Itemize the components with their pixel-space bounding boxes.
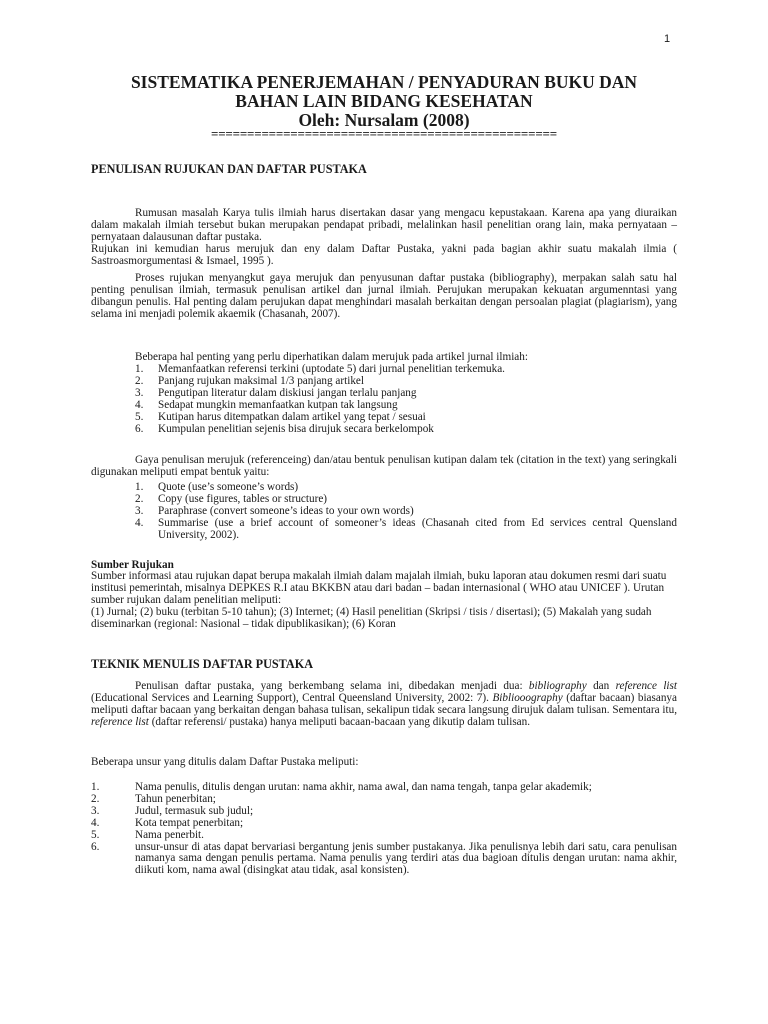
paragraph-urutan-text: (1) Jurnal; (2) buku (terbitan 5-10 tahun); (3) Internet; (4) Hasil penelitian (Skripsi / tisis / disertasi); (5) Makalah yang sudah diseminarkan (regional: Nasional – tidak dipublikasikan); (6) Koran (91, 605, 652, 630)
list-item-text: Judul, termasuk sub judul; (135, 804, 254, 817)
paragraph-sumber-text: Sumber informasi atau rujukan dapat berupa makalah ilmiah dalam majalah ilmiah, buku laporan atau dokumen resmi dari suatu institusi pemerintah, misalnya DEPKES R.I atau BKKBN atau dari badan – badan internasional ( WHO atau UNICEF ). Urutan sumber rujukan dalam penelitian meliputi: (91, 570, 667, 606)
paragraph-penulisan (91, 681, 677, 729)
list-item-text: Paraphrase (convert someone’s ideas to your own words) (158, 504, 414, 517)
list-item (91, 842, 677, 878)
text-segment: Penulisan daftar pustaka, yang berkembang selama ini, dibedakan menjadi dua: (135, 680, 529, 692)
list-item-text: Pengutipan literatur dalam diskiusi jangan terlalu panjang (158, 386, 417, 399)
list-item-text: Panjang rujukan maksimal 1/3 panjang artikel (158, 374, 364, 387)
paragraph-gaya-text: Gaya penulisan merujuk (referenceing) dan/atau bentuk penulisan kutipan dalam tek (citation in the text) yang seringkali digunakan meliputi empat bentuk yaitu: (91, 454, 677, 478)
document-title-line-1: SISTEMATIKA PENERJEMAHAN / PENYADURAN BUKU DAN (130, 72, 638, 92)
list-item-number: 1. (135, 363, 144, 375)
list-unsur-daftar-pustaka (91, 782, 677, 877)
section-heading-teknik: TEKNIK MENULIS DAFTAR PUSTAKA (91, 657, 313, 671)
list-item-text: Sedapat mungkin memanfaatkan kutpan tak langsung (158, 398, 398, 411)
title-separator: ================================================ (211, 127, 557, 141)
list-item-number: 2. (91, 792, 100, 805)
text-segment: (Educational Services and Learning Support), Central Queensland University, 2002: 7). (91, 691, 493, 704)
paragraph-unsur-text: Beberapa unsur yang ditulis dalam Daftar Pustaka meliputi: (91, 756, 359, 768)
list-item-number: 3. (91, 804, 100, 817)
list-item-text: Tahun penerbitan; (135, 792, 216, 805)
text-segment: (daftar referensi/ pustaka) hanya meliputi bacaan-bacaan yang dikutip dalam tulisan. (148, 715, 531, 728)
list-item-number: 4. (135, 398, 144, 411)
list-item-text: Kumpulan penelitian sejenis bisa dirujuk secara berkelompok (158, 422, 434, 435)
section-heading-rujukan: PENULISAN RUJUKAN DAN DAFTAR PUSTAKA (91, 162, 367, 176)
list-hal-penting (91, 364, 677, 435)
document-author: Oleh: Nursalam (2008) (298, 110, 470, 130)
term-bibliography: bibliography (528, 680, 587, 692)
list-item-text: Copy (use figures, tables or structure) (158, 492, 328, 505)
text-segment: (daftar bacaan) biasanya meliputi daftar bacaan yang berkaitan dengan bahasa tulisan, sekalipun tidak secara langsung dirujuk dalam tulisan. Sementara itu, (91, 691, 677, 716)
paragraph-proses (91, 273, 677, 321)
list-item-text: Kutipan harus ditempatkan dalam artikel yang tepat / sesuai (158, 410, 426, 423)
document-title-line-2: BAHAN LAIN BIDANG KESEHATAN (235, 91, 533, 111)
paragraph-proses-text: Proses rujukan menyangkut gaya merujuk dan penyusunan daftar pustaka (bibliography), merpakan salah satu hal penting penulisan ilmiah, termasuk penulisan artikel dan jurnal ilmiah. Perujukan merupakan kekuatan argumenntasi yang dibangun penulis. Hal penting dalam perujukan dapat menghindari masalah berkaitan dengan persoalan plagiat (plagiarism), yang selama ini menjadi polemik akaemik (Chasanah, 2007). (91, 272, 677, 320)
paragraph-rumusan-text: Rumusan masalah Karya tulis ilmiah harus disertakan dasar yang mengacu kepustakaan. Karena apa yang diuraikan dalam makalah ilmiah tersebut bukan merupakan pendapat pribadi, melalinkan hasil penelitian orang lain, maka pernyataan – pernyataan dalausunan daftar pustaka. (91, 207, 677, 243)
paragraph-rujukan-text: Rujukan ini kemudian harus merujuk dan eny dalam Daftar Pustaka, yakni pada bagian akhir suatu makalah ilmia ( Sastroasmorgumentasi & Ismael, 1995 ). (91, 242, 677, 267)
term-reference-list: reference list (615, 680, 678, 692)
paragraph-rumusan (91, 208, 677, 268)
list-item-number: 4. (135, 516, 144, 529)
list-item-text: Nama penulis, ditulis dengan urutan: nama akhir, nama awal, dan nama tengah, tanpa gelar akademik; (135, 781, 592, 793)
list-item-text: Summarise (use a brief account of someoner’s ideas (Chasanah cited from Ed services central Quensland University, 2002). (158, 516, 677, 541)
paragraph-unsur (91, 757, 677, 769)
list-item-number: 2. (135, 492, 144, 505)
term-reference-list-2: reference list (91, 715, 149, 728)
list-item-text: Kota tempat penerbitan; (135, 816, 244, 829)
text-segment: dan (586, 680, 616, 692)
paragraph-penulisan-text (91, 681, 677, 729)
list-bentuk-kutipan (91, 482, 677, 542)
paragraph-gaya (91, 455, 677, 479)
term-bibliooography: Bibliooography (492, 691, 563, 704)
paragraph-sumber (91, 571, 677, 631)
list-item-text: Quote (use’s someone’s words) (158, 481, 299, 493)
list-item-number: 3. (135, 504, 144, 517)
subheading-sumber-rujukan: Sumber Rujukan (91, 559, 174, 571)
list-item-text: Memanfaatkan referensi terkini (uptodate 5) dari jurnal penelitian terkemuka. (158, 363, 505, 375)
list-item-number: 5. (91, 828, 100, 841)
list-item-number: 6. (135, 422, 144, 435)
list-item (91, 424, 677, 436)
list-item (91, 518, 677, 542)
page-number: 1 (664, 33, 671, 45)
list-item-number: 3. (135, 386, 144, 399)
list-item-number: 1. (135, 481, 144, 493)
list-item-text: unsur-unsur di atas dapat bervariasi bergantung jenis sumber pustakanya. Jika penulisnya lebih dari satu, cara penulisan namanya sama dengan penulis pertama. Nama penulis yang terdiri atas dua bagioan ditulis dengan urutan: nama akhir, diikuti kom, nama awal (disingkat atau tidak, asal konsisten). (135, 840, 677, 877)
list-item-number: 6. (91, 840, 100, 853)
list-item-number: 2. (135, 374, 144, 387)
paragraph-beberapa-text: Beberapa hal penting yang perlu diperhatikan dalam merujuk pada artikel jurnal ilmiah: (135, 351, 528, 363)
list-item-number: 4. (91, 816, 100, 829)
list-item-number: 1. (91, 781, 100, 793)
list-item-number: 5. (135, 410, 144, 423)
list-item-text: Nama penerbit. (135, 828, 204, 841)
